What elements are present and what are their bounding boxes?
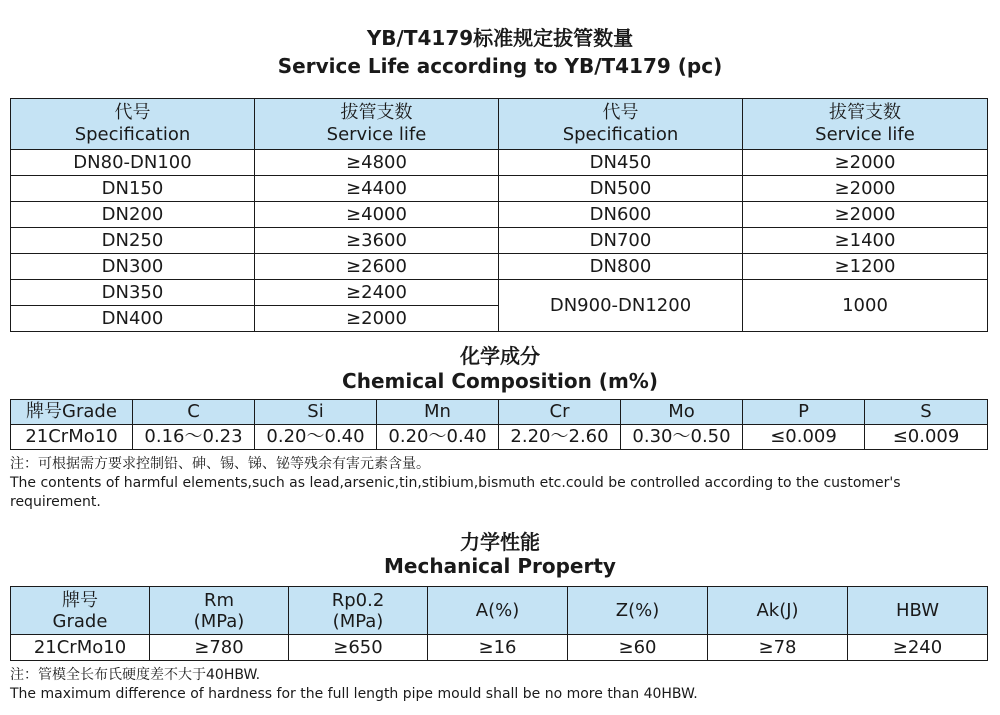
value-cell: ≤0.009	[743, 425, 865, 450]
mechanical-note-cn: 注：管模全长布氏硬度差不大于40HBW.	[10, 667, 261, 683]
mechanical-note-en: The maximum difference of hardness for the full length pipe mould shall be no more than 40HBW.	[10, 686, 698, 702]
grade-cell: 21CrMo10	[11, 425, 133, 450]
table-row	[11, 176, 988, 202]
value-cell: ≥60	[568, 635, 708, 661]
mechanical-title-cn: 力学性能	[460, 530, 540, 554]
life-cell: ≥3600	[255, 228, 499, 254]
life-cell: ≥2000	[743, 202, 988, 228]
value-cell: ≥240	[848, 635, 988, 661]
header-ak: Ak(J)	[708, 587, 848, 635]
page-title-en: Service Life according to YB/T4179 (pc)	[277, 54, 723, 78]
spec-cell: DN450	[499, 150, 743, 176]
table-row	[11, 425, 988, 450]
value-cell: 0.30～0.50	[621, 425, 743, 450]
life-cell: ≥2000	[743, 176, 988, 202]
chemical-table	[10, 399, 988, 450]
header-spec-cn: 代号	[114, 102, 151, 123]
spec-cell: DN500	[499, 176, 743, 202]
table-row	[11, 228, 988, 254]
service-life-table	[10, 98, 988, 332]
header-si: Si	[255, 400, 377, 425]
table-row	[11, 150, 988, 176]
life-cell: ≥1400	[743, 228, 988, 254]
header-spec-left	[11, 99, 255, 150]
table-row	[11, 254, 988, 280]
header-a: A(%)	[428, 587, 568, 635]
spec-cell: DN600	[499, 202, 743, 228]
value-cell: ≥650	[289, 635, 428, 661]
header-line: 牌号	[62, 589, 98, 611]
header-p: P	[743, 400, 865, 425]
header-life-cn: 拔管支数	[340, 102, 413, 123]
chemical-note-cn: 注：可根据需方要求控制铅、砷、锡、锑、铋等残余有害元素含量。	[10, 456, 430, 472]
grade-cell: 21CrMo10	[11, 635, 150, 661]
spec-cell: DN400	[11, 306, 255, 332]
life-cell: ≥2400	[255, 280, 499, 306]
spec-cell: DN250	[11, 228, 255, 254]
chemical-note	[10, 455, 990, 512]
life-cell: ≥2000	[743, 150, 988, 176]
value-cell: ≥16	[428, 635, 568, 661]
value-cell: ≤0.009	[865, 425, 988, 450]
value-cell: 0.16～0.23	[133, 425, 255, 450]
chemical-title-en: Chemical Composition (m%)	[342, 369, 658, 393]
header-spec-en: Specification	[562, 124, 679, 145]
header-line: Rm	[203, 589, 235, 611]
spec-cell: DN900-DN1200	[499, 280, 743, 332]
spec-cell: DN150	[11, 176, 255, 202]
header-c: C	[133, 400, 255, 425]
header-z: Z(%)	[568, 587, 708, 635]
life-cell: ≥4400	[255, 176, 499, 202]
mechanical-title-en: Mechanical Property	[384, 554, 616, 578]
mechanical-table	[10, 586, 988, 661]
header-rm	[150, 587, 289, 635]
table-row	[11, 635, 988, 661]
table-row	[11, 202, 988, 228]
table-row	[11, 280, 988, 306]
header-life-en: Service life	[326, 124, 427, 145]
value-cell: 0.20～0.40	[377, 425, 499, 450]
header-spec-cn: 代号	[602, 102, 639, 123]
header-life-cn: 拔管支数	[829, 102, 901, 123]
header-line: (MPa)	[332, 610, 384, 632]
life-cell: ≥2000	[255, 306, 499, 332]
table-header-row	[11, 587, 988, 635]
value-cell: 0.20～0.40	[255, 425, 377, 450]
header-line: Grade	[52, 610, 108, 632]
value-cell: ≥78	[708, 635, 848, 661]
header-mo: Mo	[621, 400, 743, 425]
spec-cell: DN80-DN100	[11, 150, 255, 176]
header-line: (MPa)	[193, 610, 245, 632]
mechanical-note	[10, 666, 990, 704]
header-grade: 牌号Grade	[11, 400, 133, 425]
life-cell: ≥4800	[255, 150, 499, 176]
life-cell: ≥1200	[743, 254, 988, 280]
spec-cell: DN300	[11, 254, 255, 280]
spec-cell: DN350	[11, 280, 255, 306]
header-spec-en: Specification	[74, 124, 191, 145]
chemical-note-en: The contents of harmful elements,such as lead,arsenic,tin,stibium,bismuth etc.could be controlled according to the customer's requirement.	[10, 475, 901, 510]
header-life-en: Service life	[815, 124, 915, 145]
life-cell: ≥4000	[255, 202, 499, 228]
header-spec-right	[499, 99, 743, 150]
header-s: S	[865, 400, 988, 425]
page-title-cn: YB/T4179标准规定拔管数量	[366, 26, 634, 50]
header-grade	[11, 587, 150, 635]
header-rp02	[289, 587, 428, 635]
value-cell: 2.20～2.60	[499, 425, 621, 450]
header-life-left	[255, 99, 499, 150]
life-cell: ≥2600	[255, 254, 499, 280]
header-hbw: HBW	[848, 587, 988, 635]
spec-cell: DN800	[499, 254, 743, 280]
table-header-row	[11, 400, 988, 425]
header-cr: Cr	[499, 400, 621, 425]
chemical-title-cn: 化学成分	[460, 344, 540, 368]
table-header-row	[11, 99, 988, 150]
spec-cell: DN200	[11, 202, 255, 228]
header-line: Rp0.2	[331, 589, 385, 611]
value-cell: ≥780	[150, 635, 289, 661]
header-mn: Mn	[377, 400, 499, 425]
life-cell: 1000	[743, 280, 988, 332]
spec-cell: DN700	[499, 228, 743, 254]
header-life-right	[743, 99, 988, 150]
